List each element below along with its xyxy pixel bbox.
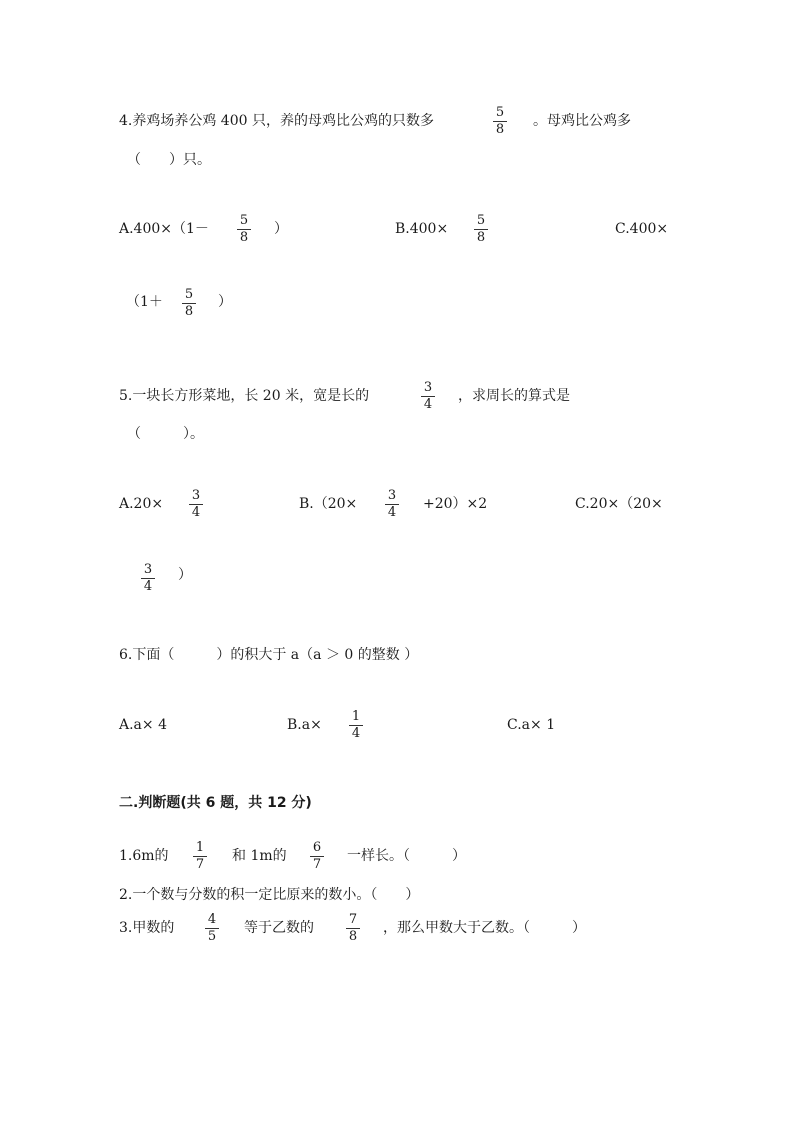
judge-1-text-c: 一样长。（ ）	[347, 848, 466, 864]
q5-option-b-tail: +20）×2	[423, 496, 488, 512]
q4-fraction	[493, 106, 507, 137]
judge-2-text: 2.一个数与分数的积一定比原来的数小。（ ）	[119, 887, 420, 903]
q4-fraction-numerator: 5	[495, 105, 505, 120]
judge-3-fraction-1	[205, 913, 219, 944]
fraction-denominator: 8	[184, 304, 194, 319]
fraction-numerator: 7	[348, 912, 358, 927]
judge-3-fraction-2	[346, 913, 360, 944]
fraction-denominator: 8	[239, 230, 249, 245]
q6-option-b-fraction	[349, 710, 363, 741]
judge-1-text-b: 和 1m的	[232, 848, 287, 864]
q5-option-b-fraction	[385, 489, 399, 520]
fraction-numerator: 3	[387, 488, 397, 503]
judge-1-text-a: 1.6m的	[119, 848, 169, 864]
q4-answer-blank: （ ）只。	[127, 152, 211, 168]
q4-stem-part1: 4.养鸡场养公鸡 400 只，养的母鸡比公鸡的只数多	[119, 113, 434, 129]
q5-answer-blank: （ ）。	[127, 426, 204, 442]
fraction-denominator: 4	[351, 726, 361, 741]
q5-option-c-fraction	[141, 563, 155, 594]
q4-option-c-close: ）	[218, 294, 232, 310]
fraction-denominator: 4	[143, 579, 153, 594]
q6-option-c: C.a× 1	[507, 717, 556, 733]
q5-option-c-close: ）	[178, 567, 192, 583]
fraction-numerator: 5	[476, 213, 486, 228]
q5-stem-part2: ，求周长的算式是	[458, 388, 570, 404]
fraction-denominator: 7	[312, 857, 322, 872]
q4-option-a-text: A.400×（1－	[119, 221, 209, 237]
q4-option-c-text: C.400×	[615, 221, 669, 237]
q4-option-b-text: B.400×	[395, 221, 449, 237]
judge-3-text-b: 等于乙数的	[244, 920, 314, 936]
fraction-denominator: 4	[191, 505, 201, 520]
q6-option-a: A.a× 4	[119, 717, 167, 733]
q5-fraction	[421, 381, 435, 412]
q5-option-a-text: A.20×	[119, 496, 164, 512]
fraction-denominator: 4	[423, 397, 433, 412]
fraction-numerator: 6	[312, 840, 322, 855]
fraction-numerator: 3	[191, 488, 201, 503]
judge-3-text-c: ，那么甲数大于乙数。（ ）	[383, 920, 586, 936]
judge-1-fraction-1	[193, 841, 207, 872]
fraction-denominator: 8	[348, 929, 358, 944]
q5-stem-part1: 5.一块长方形菜地，长 20 米，宽是长的	[119, 388, 370, 404]
fraction-numerator: 1	[351, 709, 361, 724]
q5-option-c-text: C.20×（20×	[575, 496, 663, 512]
fraction-numerator: 4	[207, 912, 217, 927]
q5-option-a-fraction	[189, 489, 203, 520]
q4-option-a-close: ）	[274, 221, 288, 237]
fraction-denominator: 8	[476, 230, 486, 245]
fraction-numerator: 3	[423, 380, 433, 395]
fraction-numerator: 5	[184, 287, 194, 302]
q5-option-b-text: B.（20×	[299, 496, 358, 512]
q4-stem-part2: 。母鸡比公鸡多	[533, 113, 631, 129]
fraction-denominator: 5	[207, 929, 217, 944]
q4-option-b-fraction	[474, 214, 488, 245]
judge-3-text-a: 3.甲数的	[119, 920, 175, 936]
q4-fraction-denominator: 8	[495, 122, 505, 137]
judge-1-fraction-2	[310, 841, 324, 872]
q6-option-b-text: B.a×	[287, 717, 322, 733]
q6-stem: 6.下面（ ）的积大于 a（a ＞ 0 的整数 ）	[119, 647, 419, 663]
q4-option-c-continued: （1＋	[126, 294, 163, 310]
fraction-denominator: 4	[387, 505, 397, 520]
section-title: 二.判断题(共 6 题，共 12 分)	[119, 795, 312, 811]
q4-option-c-fraction	[182, 288, 196, 319]
fraction-denominator: 7	[195, 857, 205, 872]
q4-option-a-fraction	[237, 214, 251, 245]
fraction-numerator: 3	[143, 562, 153, 577]
fraction-numerator: 5	[239, 213, 249, 228]
fraction-numerator: 1	[195, 840, 205, 855]
